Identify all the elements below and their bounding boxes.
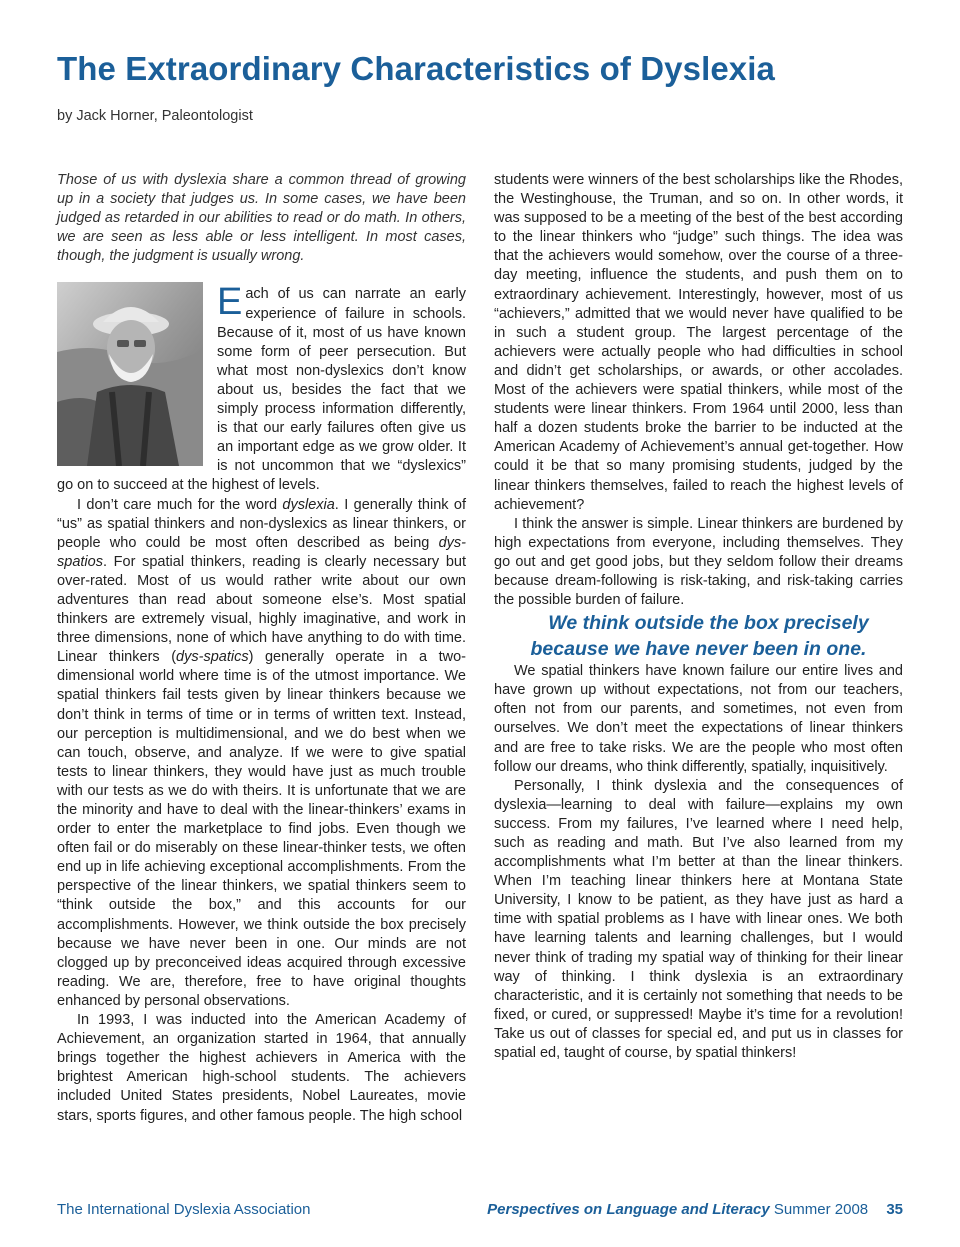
body-paragraph: I think the answer is simple. Linear thinkers are burdened by high expectations from everyone, including themselves. They go out and get good jobs, but they seldom follow their dreams because dream-following is risk-taking, and risk-taking carries the possible burden of failure. [494, 515, 903, 609]
page-number: 35 [886, 1201, 903, 1218]
article-title: The Extraordinary Characteristics of Dyslexia [57, 50, 775, 87]
footer-publication [487, 1201, 903, 1218]
intro-paragraph: Those of us with dyslexia share a common thread of growing up in a society that judges us. In some cases, we have been judged as retarded in our abilities to read or do math. In others, we are seen as less able or less intelligent. In most cases, though, the judgment is usually wrong. [57, 172, 466, 265]
body-paragraph: We spatial thinkers have known failure our entire lives and have grown up without expectations, not from our teachers, often not from our parents, and sometimes, not even from ourselves. We don’t meet the expectations of linear thinkers and are free to take risks. We are the people who most often follow our dreams, who think differently, spatially, inquisitively. [494, 663, 903, 775]
emphasis: dys-spatios [57, 534, 466, 570]
issue-date: Summer 2008 [773, 1201, 869, 1218]
drop-cap: E [217, 281, 243, 324]
left-column [57, 171, 466, 1126]
byline: by Jack Horner, Paleontologist [57, 108, 253, 124]
pull-quote: We think outside the box precisely because we have never been in one. [530, 612, 869, 661]
emphasis: dyslexia [282, 496, 335, 513]
body-paragraph: students were winners of the best scholarships like the Rhodes, the Westinghouse, the Truman, and so on. In other words, it was supposed to be a meeting of the best of the best according to the linear thinkers who “judge” such things. The idea was that the achievers would somehow, over the course of a three-day meeting, influence the students, and push them on to extraordinary achievement. Interestingly, however, most of us “achievers,” admitted that we would never have qualified to be in such a student group. The largest percentage of the achievers were actually people who had difficulties in school and didn’t get scholarships, or awards, or other accolades. Most of the achievers were spatial thinkers, while most of the students were linear thinkers. From 1964 until 2000, less than half a dozen students broke the barrier to be inducted at the American Academy of Achievement’s annual get-together. How could it be that so many promising students, judged by the linear thinkers themselves, failed to reach the highest levels of achievement? [494, 172, 903, 513]
author-photo-icon [57, 282, 203, 466]
body-paragraph: Personally, I think dyslexia and the consequences of dyslexia—learning to deal with failure—explains my own success. From my failures, I’ve learned where I need help, such as reading and math. But I’ve also learned from my accomplishments what I’m better at than the linear thinkers. When I’m teaching linear thinkers here at Montana State University, I know to be patient, as they have just as hard a time with spatial problems as I have with linear ones. We both have learning talents and learning challenges, but I would never think of trading my spatial way of thinking for their linear way of thinking. I think dyslexia is an extraordinary characteristic, and it is certainly not something that needs to be fixed, or cured, or suppressed! Maybe it’s time for a revolution! Take us out of classes for special ed, and put us in classes for spatial ed, taught of course, by spatial thinkers! [494, 777, 903, 1062]
body-paragraph: I don’t care much for the word dyslexia. I generally think of “us” as spatial thinkers and non-dyslexics as linear thinkers, or people who could be most often described as being dys-spatios. For spatial thinkers, reading is clearly necessary but over-rated. Most of us would rather write about our own adventures than read about someone else’s. Most spatial thinkers are extremely visual, highly imaginative, and work in three dimensions, none of which have anything to do with time. Linear thinkers (dys-spatics) generally operate in a two-dimensional world where time is of the utmost importance. We spatial thinkers fail tests given by linear thinkers because we don’t think in terms of time or in terms of written text. Instead, our perception is multidimensional, and we do best when we can touch, observe, and analyze. If we were to give spatial tests to linear thinkers, they would have just as much trouble with our tests as we do with theirs. It is unfortunate that we are the minority and have to deal with the linear-thinkers’ exams in order to enter the marketplace to find jobs. Even though we often fail or do miserably on these linear-thinker tests, we often end up in life achieving exceptional accomplishments. From the perspective of the linear thinkers, we spatial thinkers seem to “think outside the box,” and this accounts for our accomplishments. However, we think outside the box precisely because we have never been in one. Our minds are not clogged up by preconceived ideas acquired through excessive reading. We are, therefore, free to have original thoughts enhanced by personal observations. [57, 496, 466, 1009]
journal-title: Perspectives on Language and Literacy [487, 1201, 770, 1218]
body-paragraph: In 1993, I was inducted into the American Academy of Achievement, an organization started in 1964, that annually brings together the highest achievers in America with the brightest American high-school students. The achievers included United States presidents, Nobel Laureates, movie stars, sports figures, and other famous people. The high school [57, 1012, 466, 1124]
opening-paragraph-text: ach of us can narrate an early experience of failure in schools. Because of it, most of us have known some form of peer persecution. But what most non-dyslexics don’t know about us, besides the fact that we simply process information differently, is that our early failures often give us an important edge as we grow older. It is not uncommon that we “dyslexics” go on to succeed at the highest of levels. [57, 286, 466, 494]
right-column [494, 171, 903, 1063]
footer-organization: The International Dyslexia Association [57, 1201, 311, 1218]
emphasis: dys-spatics [176, 649, 249, 666]
